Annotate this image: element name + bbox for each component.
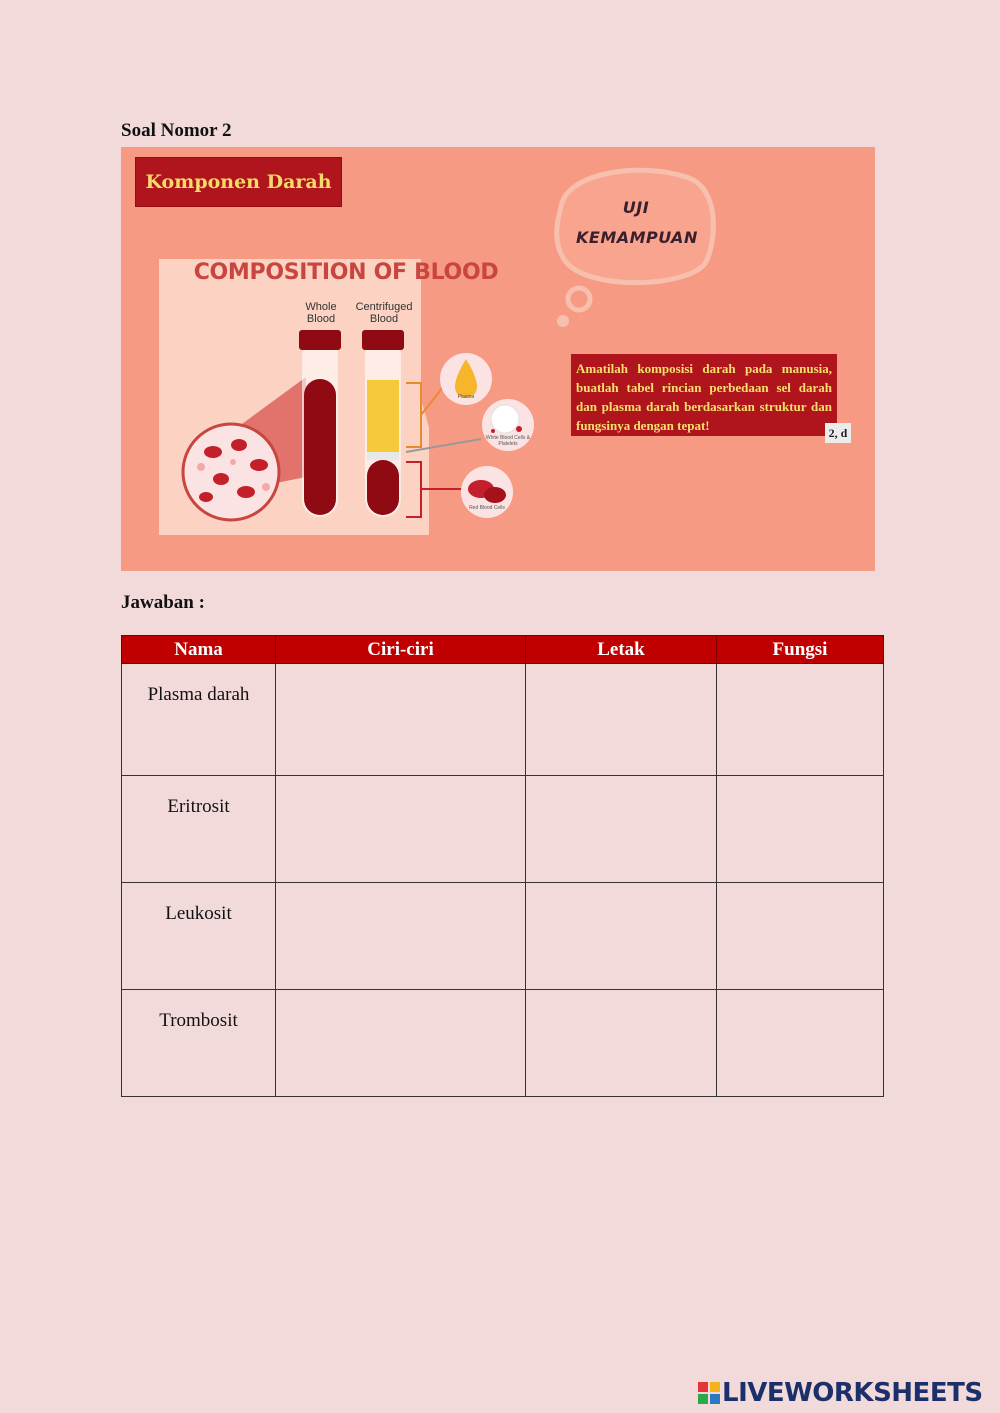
answer-cell-ciri[interactable] [276, 883, 526, 990]
answer-cell-ciri[interactable] [276, 664, 526, 776]
centrifuged-blood-tube [362, 330, 404, 517]
instruction-box: Amatilah komposisi darah pada manusia, buatlah tabel rincian perbedaan sel darah dan plasma darah berdasarkan struktur dan fungsinya dengan tepat! [571, 354, 837, 436]
table-row [122, 664, 884, 776]
answer-cell-ciri[interactable] [276, 776, 526, 883]
thought-text-line-1: UJI [622, 198, 650, 217]
whole-blood-label: Whole Blood [305, 301, 337, 325]
table-row [122, 990, 884, 1097]
code-tag: 2, d [825, 423, 851, 443]
row-name-cell: Plasma darah [122, 664, 276, 776]
header-ciri-ciri: Ciri-ciri [276, 636, 526, 664]
thought-text-line-2: KEMAMPUAN [576, 228, 698, 247]
answer-cell-ciri[interactable] [276, 990, 526, 1097]
answer-cell-letak[interactable] [526, 664, 717, 776]
answer-cell-fungsi[interactable] [717, 664, 884, 776]
magnified-blood-icon [183, 424, 279, 520]
answer-cell-fungsi[interactable] [717, 990, 884, 1097]
answer-table [121, 635, 884, 1097]
liveworksheets-logo-icon [698, 1382, 720, 1404]
answer-cell-letak[interactable] [526, 990, 717, 1097]
thought-text [576, 193, 696, 253]
red-blood-cell-caption: Red Blood Cells [469, 505, 505, 511]
table-row [122, 883, 884, 990]
header-fungsi: Fungsi [717, 636, 884, 664]
table-row [122, 776, 884, 883]
answer-cell-fungsi[interactable] [717, 776, 884, 883]
panel-title: COMPOSITION OF BLOOD [193, 260, 499, 285]
white-blood-cell-caption: White Blood Cells & Platelets [485, 435, 531, 447]
table-header-row [122, 636, 884, 664]
plasma-caption: Plasma [457, 394, 475, 400]
whole-blood-tube [299, 330, 341, 517]
row-name-cell: Eritrosit [122, 776, 276, 883]
question-title: Soal Nomor 2 [121, 120, 232, 141]
answer-title: Jawaban : [121, 592, 205, 613]
answer-cell-letak[interactable] [526, 883, 717, 990]
answer-cell-fungsi[interactable] [717, 883, 884, 990]
banner-heading: Komponen Darah [135, 157, 342, 207]
blood-composition-banner [121, 147, 875, 571]
watermark-text: LIVEWORKSHEETS [722, 1378, 983, 1408]
header-letak: Letak [526, 636, 717, 664]
header-nama: Nama [122, 636, 276, 664]
row-name-cell: Leukosit [122, 883, 276, 990]
row-name-cell: Trombosit [122, 990, 276, 1097]
centrifuged-blood-label: Centrifuged Blood [355, 301, 413, 325]
answer-cell-letak[interactable] [526, 776, 717, 883]
